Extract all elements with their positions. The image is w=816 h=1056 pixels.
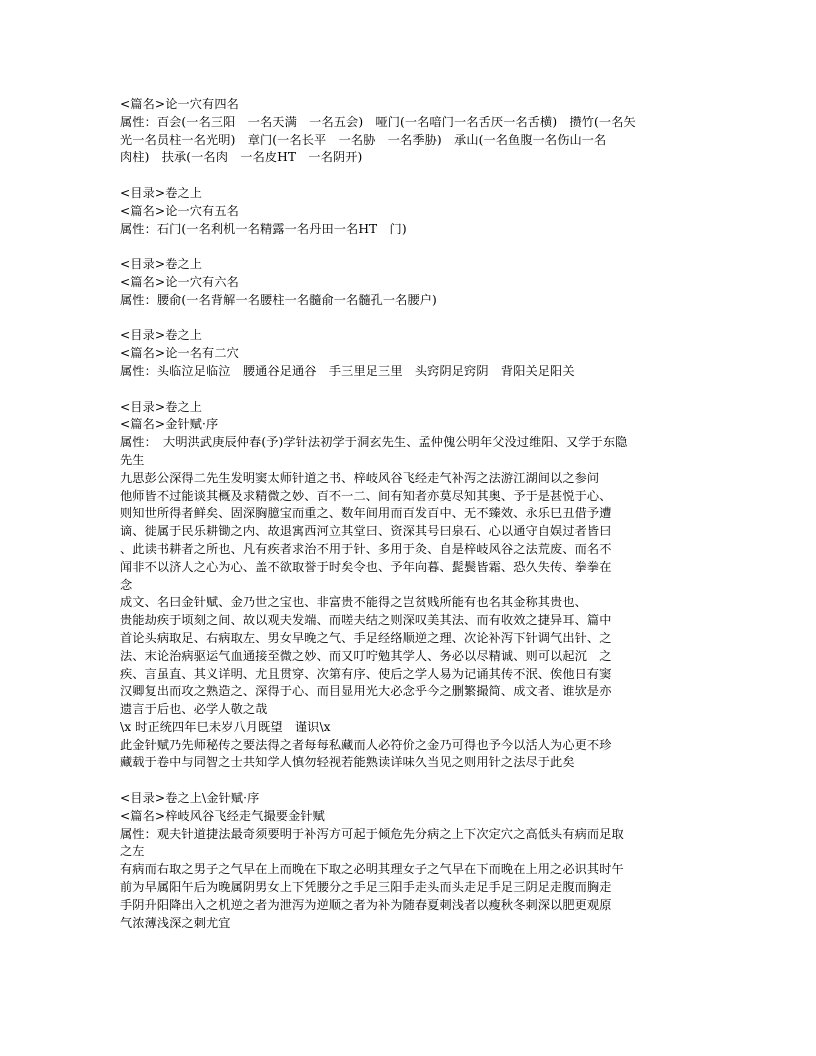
text-line: \x 时正统四年巳未岁八月既望 谨识\x (120, 719, 331, 734)
text-line: 藏载于卷中与同智之士共知学人慎勿轻视若能熟读详味久当见之则用针之法尽于此矣 (120, 755, 575, 770)
text-line: 属性：石门(一名利机一名精露一名丹田一名HT 门) (120, 221, 407, 236)
text-line: 属性：观夫针道捷法最奇须要明于补泻方可起于倾危先分病之上下次定穴之高低头有病而足取 (120, 826, 624, 841)
blank-line (120, 772, 700, 790)
text-line: 光一名员柱一名光明) 章门(一名长平 一名胁 一名季胁) 承山(一名鱼腹一名伤山一名 (120, 132, 607, 147)
text-line: <目录>卷之上 (120, 185, 203, 200)
text-line: 前为早属阳午后为晚属阴男女上下凭腰分之手足三阳手走头而头走足手足三阴足走腹而胸走 (120, 880, 612, 895)
text-line: 谪、徙属于民乐耕锄之内、故退寓西河立其堂曰、资深其号曰泉石、心以通守自娱过者皆曰 (120, 524, 612, 539)
text-line: 之左 (120, 844, 145, 859)
text-line: 九思彭公深得二先生发明窦太师针道之书、梓岐风谷飞经走气补泻之法游江湖间以之参问 (120, 470, 600, 485)
text-line: 首论头病取足、右病取左、男女早晚之气、手足经络顺逆之理、次论补泻下针调气出针、之 (120, 630, 612, 645)
text-line: 法、末论治病驱运气血通接至微之妙、而又叮咛勉其学人、务必以尽精诚、则可以起沉 之 (120, 648, 612, 663)
text-line: 先生 (120, 452, 145, 467)
text-line: 、此读书耕者之所也、凡有疾者求治不用于针、多用于灸、自是梓岐风谷之法荒废、而名不 (120, 541, 612, 556)
text-line: 贵能劫疾于顷刻之间、故以观夫发端、而嗟夫结之则深叹美其法、而有收效之捷异耳、篇中 (120, 613, 612, 628)
text-line: 疾、言虽直、其义详明、尤且贯穿、次第有序、使后之学人易为记诵其传不泯、俟他日有窦 (120, 666, 612, 681)
text-line: <篇名>金针赋·序 (120, 417, 219, 432)
text-line: 则知世所得者鲜矣、固深胸臆宝而重之、数年间用而百发百中、无不臻效、永乐巳丑借予遭 (120, 506, 612, 521)
text-line: <目录>卷之上 (120, 328, 203, 343)
text-line: 成文、名曰金针赋、金乃世之宝也、非富贵不能得之岂贫贱所能有也名其金称其贵也、 (120, 595, 587, 610)
text-line: 遗言于后也、必学人敬之哉 (120, 702, 268, 717)
text-line: <篇名>梓岐风谷飞经走气撮要金针赋 (120, 808, 325, 823)
text-line: <目录>卷之上 (120, 399, 203, 414)
text-line: 此金针赋乃先师秘传之要法得之者每每私藏而人必符价之金乃可得也予今以活人为心更不珍 (120, 737, 612, 752)
blank-line (120, 381, 700, 399)
document-page (120, 96, 700, 932)
blank-line (120, 238, 700, 256)
text-line: 属性： 大明洪武庚辰仲春(予)学针法初学于洞玄先生、孟仲傀公明年父没过维阳、又学于东隐 (120, 435, 628, 450)
text-line: 手阴升阳降出入之机逆之者为泄泻为逆顺之者为补为随春夏刺浅者以瘦秋冬刺深以肥更观原 (120, 897, 612, 912)
blank-line (120, 167, 700, 185)
text-line: 属性：百会(一名三阳 一名天满 一名五会) 哑门(一名喑门一名舌厌一名舌横) 攒竹(一名矢 (120, 114, 636, 129)
text-line: <篇名>论一穴有五名 (120, 203, 239, 218)
text-line: 属性：腰俞(一名背解一名腰柱一名髓俞一名髓孔一名腰户) (120, 292, 437, 307)
text-line: 念 (120, 577, 133, 592)
text-line: 肉柱) 扶承(一名肉 一名皮HT 一名阴开) (120, 150, 363, 165)
text-line: <目录>卷之上\金针赋·序 (120, 791, 260, 806)
text-line: 有病而右取之男子之气早在上而晚在下取之必明其理女子之气早在下而晚在上用之必识其时午 (120, 862, 624, 877)
text-line: 属性：头临泣足临泣 腰通谷足通谷 手三里足三里 头窍阴足窍阴 背阳关足阳关 (120, 363, 575, 378)
text-line: <篇名>论一穴有四名 (120, 97, 239, 111)
text-line: <篇名>论一穴有六名 (120, 274, 239, 289)
blank-line (120, 310, 700, 328)
text-line: <目录>卷之上 (120, 257, 203, 272)
text-line: 气浓薄浅深之刺尤宜 (120, 915, 231, 930)
text-line: 他师皆不过能谈其概及求精微之妙、百不一二、间有知者亦莫尽知其奥、予于是甚悦于心、 (120, 488, 612, 503)
text-line: 汉卿复出而攻之熟造之、深得于心、而目显用光大必念乎今之删繁撮简、成文者、谁欤是亦 (120, 684, 612, 699)
text-line: <篇名>论一名有二穴 (120, 346, 239, 361)
text-line: 闻非不以济人之心为心、盖不欲取誉于时矣令也、予年向暮、髭鬓皆霜、恐久失传、拳拳在 (120, 559, 612, 574)
